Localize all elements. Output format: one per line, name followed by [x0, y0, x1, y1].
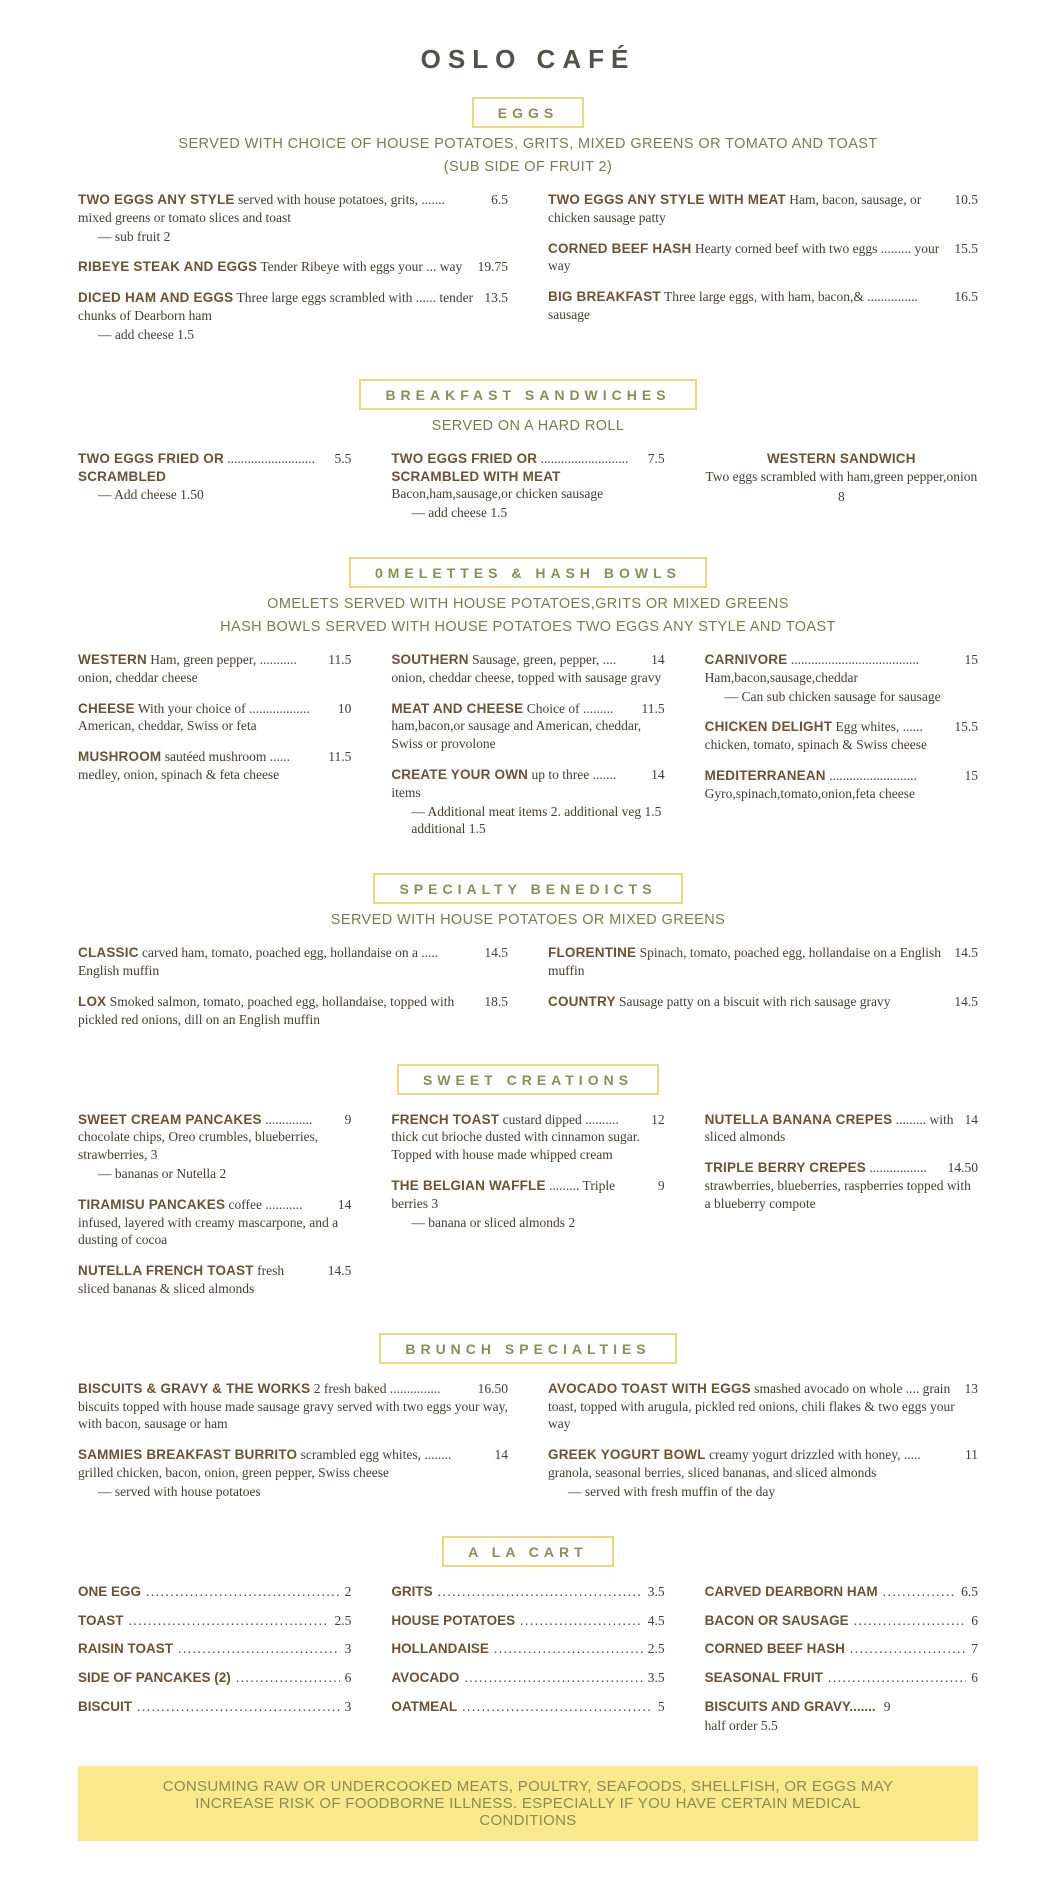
item-name: COUNTRY — [548, 993, 616, 1009]
menu-item — [705, 651, 978, 705]
item-description: ......... with sliced almonds — [704, 1111, 954, 1145]
item-name: GREEK YOGURT BOWL — [548, 1447, 706, 1463]
menu-item — [705, 1612, 978, 1630]
dotted-leader — [520, 1612, 643, 1630]
section-title: EGGS — [472, 97, 584, 128]
item-name-line2: SCRAMBLED WITH MEAT — [391, 468, 561, 484]
menu-column — [78, 191, 508, 357]
section-header-box — [78, 873, 978, 904]
item-name-line2: SCRAMBLED — [78, 468, 167, 484]
menu-column — [548, 1380, 978, 1514]
item-name: MUSHROOM — [78, 749, 162, 765]
item-description: .......................... — [537, 450, 629, 466]
menu-item — [78, 1669, 351, 1687]
section-brunch-specialties — [78, 1333, 978, 1514]
item-name: SOUTHERN — [391, 651, 469, 667]
item-price: 11 — [965, 1447, 978, 1463]
menu-item-row — [78, 1698, 351, 1716]
item-note: — add cheese 1.5 — [411, 505, 508, 521]
dotted-leader — [883, 1583, 956, 1601]
menu-item — [548, 1446, 978, 1500]
menu-sections — [78, 97, 978, 1746]
menu-item — [705, 1159, 978, 1212]
menu-item — [548, 1380, 978, 1433]
menu-item — [705, 450, 978, 506]
menu-item — [78, 191, 508, 245]
menu-column — [705, 1583, 978, 1746]
item-price: 16.5 — [954, 289, 978, 305]
item-description: up to three ....... items — [391, 767, 617, 800]
item-description: Tender Ribeye with eggs your ... way — [257, 259, 463, 275]
dotted-leader — [828, 1669, 966, 1687]
menu-item — [391, 1583, 664, 1601]
item-description: coffee ........... infused, layered with creamy mascarpone, and a dusting of cocoa — [78, 1196, 339, 1248]
item-price: 3.5 — [647, 1583, 665, 1599]
menu-item — [705, 1698, 978, 1735]
menu-item — [78, 258, 508, 276]
menu-item-row — [78, 1669, 351, 1687]
item-name: TWO EGGS FRIED OR — [78, 450, 224, 466]
section-columns — [78, 1380, 978, 1514]
section-title: SWEET CREATIONS — [397, 1064, 659, 1095]
item-name: CORNED BEEF HASH — [704, 1641, 845, 1657]
section-columns — [78, 651, 978, 851]
item-description: custard dipped .......... thick cut brioche dusted with cinnamon sugar. Topped with house made whipped cream — [391, 1111, 640, 1163]
item-description: carved ham, tomato, poached egg, hollandaise on a ..... English muffin — [78, 945, 439, 979]
item-name: TWO EGGS ANY STYLE WITH MEAT — [548, 192, 786, 207]
item-price: 14.5 — [327, 1263, 352, 1279]
item-name: CHICKEN DELIGHT — [704, 719, 833, 735]
menu-item-row — [78, 1612, 351, 1630]
section-title: 0MELETTES & HASH BOWLS — [349, 557, 707, 588]
menu-item — [548, 288, 978, 324]
item-name: CLASSIC — [78, 945, 139, 961]
menu-item — [78, 289, 508, 343]
section-subtitle: SERVED WITH CHOICE OF HOUSE POTATOES, GRITS, MIXED GREENS OR TOMATO AND TOAST — [178, 136, 878, 152]
item-name: LOX — [78, 993, 107, 1009]
menu-item-row — [391, 1612, 664, 1630]
menu-column — [548, 944, 978, 1041]
menu-item-row — [705, 1583, 978, 1601]
item-price: 3 — [344, 1641, 352, 1657]
menu-item — [548, 240, 978, 276]
menu-item-row — [391, 1669, 664, 1687]
menu-column — [391, 1111, 664, 1311]
item-name: TWO EGGS FRIED OR — [391, 450, 538, 466]
item-name: ONE EGG — [78, 1583, 142, 1599]
item-note: — sub fruit 2 — [98, 228, 171, 244]
item-price: 19.75 — [477, 259, 508, 275]
menu-item — [78, 651, 351, 687]
menu-column — [78, 944, 508, 1041]
item-description: scrambled egg whites, ........ grilled chicken, bacon, onion, green pepper, Swiss cheese — [78, 1447, 452, 1481]
dotted-leader — [854, 1612, 967, 1630]
item-description-line2: Bacon,ham,sausage,or chicken sausage — [391, 486, 604, 502]
dotted-leader — [464, 1669, 642, 1687]
item-subnote: half order 5.5 — [704, 1717, 778, 1733]
item-note: — add cheese 1.5 — [98, 326, 194, 342]
section-a-la-cart — [78, 1536, 978, 1746]
item-price: 7 — [971, 1641, 978, 1657]
item-description: .............. chocolate chips, Oreo crumbles, blueberries, strawberries, 3 — [78, 1111, 319, 1163]
item-price: 9 — [657, 1177, 665, 1193]
section-subtitle: OMELETS SERVED WITH HOUSE POTATOES,GRITS OR MIXED GREENS — [267, 595, 789, 612]
item-name: CARVED DEARBORN HAM — [704, 1583, 878, 1599]
menu-item — [705, 767, 978, 803]
menu-item-row — [705, 1640, 978, 1658]
section-header-box — [78, 557, 978, 588]
item-description: .......................... — [223, 450, 316, 466]
menu-column — [705, 1111, 978, 1311]
menu-column — [78, 1111, 351, 1311]
item-name: DICED HAM AND EGGS — [78, 290, 234, 306]
menu-item-row — [705, 1612, 978, 1630]
item-description: Egg whites, ...... chicken, tomato, spinach & Swiss cheese — [704, 719, 927, 753]
item-name: CARNIVORE — [704, 651, 788, 667]
menu-column — [391, 651, 664, 851]
menu-item — [78, 1111, 351, 1183]
item-name: FRENCH TOAST — [391, 1111, 500, 1127]
item-description: 2 fresh baked ............... biscuits topped with house made sausage gravy served with two eggs your way, with bacon, sausage or ham — [78, 1380, 508, 1432]
section-header-box — [78, 1333, 978, 1364]
menu-item — [705, 718, 978, 754]
menu-column — [391, 450, 664, 535]
menu-column — [705, 450, 978, 535]
item-price: 15.5 — [954, 240, 978, 256]
section-title: A LA CART — [442, 1536, 613, 1567]
item-price: 11.5 — [328, 749, 352, 765]
menu-item — [78, 1640, 351, 1658]
menu-item — [548, 191, 978, 227]
section-header-box — [78, 1536, 978, 1567]
item-description: Ham, green pepper, ........... onion, cheddar cheese — [78, 651, 297, 685]
menu-item — [78, 993, 508, 1029]
item-description: Sausage patty on a biscuit with rich sausage gravy — [615, 993, 891, 1009]
item-price: 3 — [344, 1698, 352, 1714]
item-price: 10 — [337, 700, 352, 716]
item-name: HOLLANDAISE — [391, 1641, 489, 1657]
menu-item — [391, 651, 664, 687]
menu-item — [78, 748, 351, 784]
item-price: 16.50 — [477, 1380, 508, 1396]
section-breakfast-sandwiches — [78, 379, 978, 535]
item-name: RIBEYE STEAK AND EGGS — [78, 259, 258, 275]
section-specialty-benedicts — [78, 873, 978, 1041]
item-name: SWEET CREAM PANCAKES — [78, 1111, 262, 1127]
dotted-leader — [146, 1583, 340, 1601]
section-subtitle: SERVED ON A HARD ROLL — [431, 417, 625, 434]
item-price: 14.50 — [947, 1160, 978, 1176]
item-description: Three large eggs scrambled with ...... tender chunks of Dearborn ham — [78, 290, 474, 324]
menu-item — [705, 1669, 978, 1687]
item-note: — Add cheese 1.50 — [98, 487, 204, 503]
item-price: 5 — [657, 1698, 665, 1714]
section-omelettes-hash-bowls — [78, 557, 978, 851]
item-description: Two eggs scrambled with ham,green pepper,onion — [705, 468, 978, 484]
dotted-leader — [137, 1698, 340, 1716]
section-columns — [78, 1583, 978, 1746]
item-price: 9 — [883, 1698, 891, 1714]
item-description: served with house potatoes, grits, ....... mixed greens or tomato slices and toast — [78, 192, 445, 225]
item-name: OATMEAL — [391, 1698, 458, 1714]
item-name: CREATE YOUR OWN — [391, 767, 529, 782]
menu-item — [705, 1583, 978, 1601]
item-note: — served with fresh muffin of the day — [568, 1483, 776, 1499]
section-subtitle: SERVED WITH HOUSE POTATOES OR MIXED GREENS — [330, 912, 726, 929]
item-name: TWO EGGS ANY STYLE — [78, 192, 235, 207]
menu-item — [705, 1111, 978, 1147]
item-name: SEASONAL FRUIT — [704, 1670, 823, 1686]
item-price: 14 — [337, 1196, 352, 1212]
item-name: TIRAMISU PANCAKES — [78, 1196, 226, 1212]
section-columns — [78, 1111, 978, 1311]
item-price: 2.5 — [334, 1612, 352, 1628]
item-price: 10.5 — [954, 192, 978, 207]
item-name: HOUSE POTATOES — [391, 1612, 516, 1628]
item-description: ...................................... Ham,bacon,sausage,cheddar — [704, 651, 920, 685]
item-name: BISCUITS AND GRAVY....... — [704, 1698, 876, 1714]
menu-item — [705, 1640, 978, 1658]
item-description: Sausage, green, pepper, .... onion, cheddar cheese, topped with sausage gravy — [391, 651, 662, 685]
dotted-leader — [236, 1669, 340, 1687]
item-price: 11.5 — [328, 651, 352, 667]
menu-item — [391, 700, 664, 753]
item-price: 15.5 — [954, 719, 978, 735]
item-description: Three large eggs, with ham, bacon,& ............... sausage — [548, 289, 918, 323]
item-price: 14 — [651, 651, 665, 667]
item-description: Smoked salmon, tomato, poached egg, hollandaise, topped with pickled red onions, dill on an English muffin — [78, 993, 455, 1027]
menu-item-row — [391, 1583, 664, 1601]
item-description: .......................... Gyro,spinach,tomato,onion,feta cheese — [704, 768, 917, 801]
item-price: 3.5 — [647, 1670, 665, 1686]
section-header-box — [78, 97, 978, 128]
item-price: 6 — [971, 1670, 978, 1686]
dotted-leader — [462, 1698, 653, 1716]
item-price: 12 — [651, 1111, 665, 1127]
section-subtitle: (SUB SIDE OF FRUIT 2) — [443, 159, 613, 175]
item-name: AVOCADO — [391, 1670, 460, 1686]
menu-column — [78, 450, 351, 535]
menu-item — [78, 1583, 351, 1601]
item-description: fresh sliced bananas & sliced almonds — [78, 1263, 285, 1296]
menu-item — [78, 1262, 351, 1298]
menu-item — [391, 1177, 664, 1231]
item-name: THE BELGIAN WAFFLE — [391, 1177, 546, 1193]
menu-item — [391, 1698, 664, 1716]
item-price: 13 — [964, 1380, 978, 1396]
section-columns — [78, 944, 978, 1041]
menu-item-row — [391, 1640, 664, 1658]
item-name: AVOCADO TOAST WITH EGGS — [548, 1380, 751, 1396]
section-title: BRUNCH SPECIALTIES — [379, 1333, 676, 1364]
item-name: BACON OR SAUSAGE — [704, 1612, 849, 1628]
item-name: WESTERN SANDWICH — [766, 450, 916, 466]
item-note: — bananas or Nutella 2 — [98, 1165, 227, 1181]
item-description: ......... Triple berries 3 — [391, 1177, 616, 1211]
item-price: 8 — [837, 489, 845, 505]
menu-item — [78, 1612, 351, 1630]
menu-item — [78, 944, 508, 980]
item-name: BIG BREAKFAST — [548, 289, 661, 305]
item-name: TOAST — [78, 1612, 124, 1628]
menu-item — [78, 1698, 351, 1716]
page-title: OSLO CAFÉ — [420, 44, 636, 74]
item-price: 6 — [971, 1612, 978, 1628]
item-name: RAISIN TOAST — [78, 1641, 174, 1657]
item-price: 14 — [964, 1111, 978, 1127]
item-description: Spinach, tomato, poached egg, hollandaise on a English muffin — [548, 945, 942, 979]
item-price: 4.5 — [647, 1612, 665, 1628]
item-name: CHEESE — [78, 700, 135, 716]
item-name: SIDE OF PANCAKES (2) — [78, 1670, 231, 1686]
item-name: GRITS — [391, 1583, 433, 1599]
menu-item-row — [78, 1640, 351, 1658]
item-note: — banana or sliced almonds 2 — [411, 1214, 576, 1230]
item-name: MEAT AND CHEESE — [391, 700, 524, 716]
dotted-leader — [129, 1612, 330, 1630]
item-price: 14.5 — [484, 945, 508, 961]
item-price: 14 — [494, 1447, 508, 1463]
menu-item-row — [78, 1583, 351, 1601]
menu-item — [391, 766, 664, 838]
section-sweet-creations — [78, 1064, 978, 1311]
item-name: BISCUITS & GRAVY & THE WORKS — [78, 1380, 311, 1396]
menu-item — [78, 700, 351, 736]
item-name: NUTELLA BANANA CREPES — [704, 1111, 893, 1127]
section-title: SPECIALTY BENEDICTS — [373, 873, 682, 904]
item-name: NUTELLA FRENCH TOAST — [78, 1263, 254, 1279]
section-columns — [78, 450, 978, 535]
menu-column — [78, 651, 351, 851]
menu-column — [705, 651, 978, 851]
dotted-leader — [178, 1640, 340, 1658]
menu-item — [78, 1446, 508, 1500]
item-price: 11.5 — [641, 700, 665, 716]
item-description: With your choice of .................. American, cheddar, Swiss or feta — [78, 700, 310, 734]
item-price: 7.5 — [647, 450, 665, 466]
item-price: 5.5 — [334, 450, 352, 466]
menu-item — [78, 450, 351, 504]
item-note: — served with house potatoes — [98, 1483, 261, 1499]
item-price: 15 — [964, 768, 978, 783]
item-name: TRIPLE BERRY CREPES — [704, 1160, 866, 1176]
item-description: creamy yogurt drizzled with honey, ..... granola, seasonal berries, sliced bananas, and sliced almonds — [548, 1447, 921, 1481]
menu-item — [391, 1669, 664, 1687]
item-description: smashed avocado on whole .... grain toast, topped with arugula, pickled red onions, chili flakes & two eggs your way — [548, 1380, 955, 1432]
item-name: BISCUIT — [78, 1698, 132, 1714]
item-price: 13.5 — [484, 290, 508, 306]
section-columns — [78, 191, 978, 357]
section-title: BREAKFAST SANDWICHES — [359, 379, 696, 410]
menu-item-row — [705, 1669, 978, 1687]
item-price: 6.5 — [491, 192, 508, 207]
item-name: FLORENTINE — [548, 945, 637, 961]
item-price: 14.5 — [954, 945, 978, 961]
item-price: 6 — [344, 1670, 352, 1686]
menu-item — [78, 1196, 351, 1249]
footer-disclaimer: CONSUMING RAW OR UNDERCOOKED MEATS, POULTRY, SEAFOODS, SHELLFISH, OR EGGS MAY INCREASE RISK OF FOODBORNE ILLNESS. ESPECIALLY IF YOU HAVE CERTAIN MEDICAL CONDITIONS — [78, 1766, 978, 1841]
menu-column — [78, 1380, 508, 1514]
item-name: MEDITERRANEAN — [704, 768, 826, 783]
menu-item — [78, 1380, 508, 1433]
item-name: WESTERN — [78, 651, 147, 667]
item-price: 14.5 — [954, 993, 978, 1009]
item-description: sautéed mushroom ...... medley, onion, spinach & feta cheese — [78, 749, 290, 782]
item-price: 2.5 — [647, 1641, 665, 1657]
item-description: Hearty corned beef with two eggs ......... your way — [548, 240, 940, 274]
item-description: Ham, bacon, sausage, or chicken sausage patty — [548, 192, 922, 225]
item-name: SAMMIES BREAKFAST BURRITO — [78, 1447, 298, 1463]
item-price: 2 — [344, 1583, 352, 1599]
section-eggs — [78, 97, 978, 357]
section-header-box — [78, 379, 978, 410]
menu-item-row — [391, 1698, 664, 1716]
item-note: — Additional meat items 2. additional veg 1.5 additional 1.5 — [411, 803, 662, 837]
menu-item — [391, 450, 664, 522]
menu-item — [391, 1640, 664, 1658]
dotted-leader — [494, 1640, 643, 1658]
dotted-leader — [850, 1640, 966, 1658]
item-price: 6.5 — [961, 1583, 978, 1599]
item-price: 18.5 — [484, 993, 508, 1009]
section-header-box — [78, 1064, 978, 1095]
item-price: 14 — [651, 767, 665, 782]
menu-item — [391, 1612, 664, 1630]
menu-column — [391, 1583, 664, 1746]
item-price: 9 — [344, 1111, 352, 1127]
dotted-leader — [438, 1583, 643, 1601]
item-note: — Can sub chicken sausage for sausage — [724, 688, 941, 704]
item-description: Choice of ......... ham,bacon,or sausage and American, cheddar, Swiss or provolone — [391, 700, 642, 752]
section-subtitle: HASH BOWLS SERVED WITH HOUSE POTATOES TWO EGGS ANY STYLE AND TOAST — [220, 618, 836, 635]
menu-item — [548, 993, 978, 1011]
menu-item — [548, 944, 978, 980]
menu-column — [548, 191, 978, 357]
item-price: 15 — [964, 651, 978, 667]
menu-item-row — [705, 1698, 978, 1716]
menu-item — [391, 1111, 664, 1164]
item-description: ................. strawberries, blueberries, raspberries topped with a blueberry compote — [704, 1160, 971, 1211]
menu-column — [78, 1583, 351, 1746]
item-name: CORNED BEEF HASH — [548, 240, 692, 256]
